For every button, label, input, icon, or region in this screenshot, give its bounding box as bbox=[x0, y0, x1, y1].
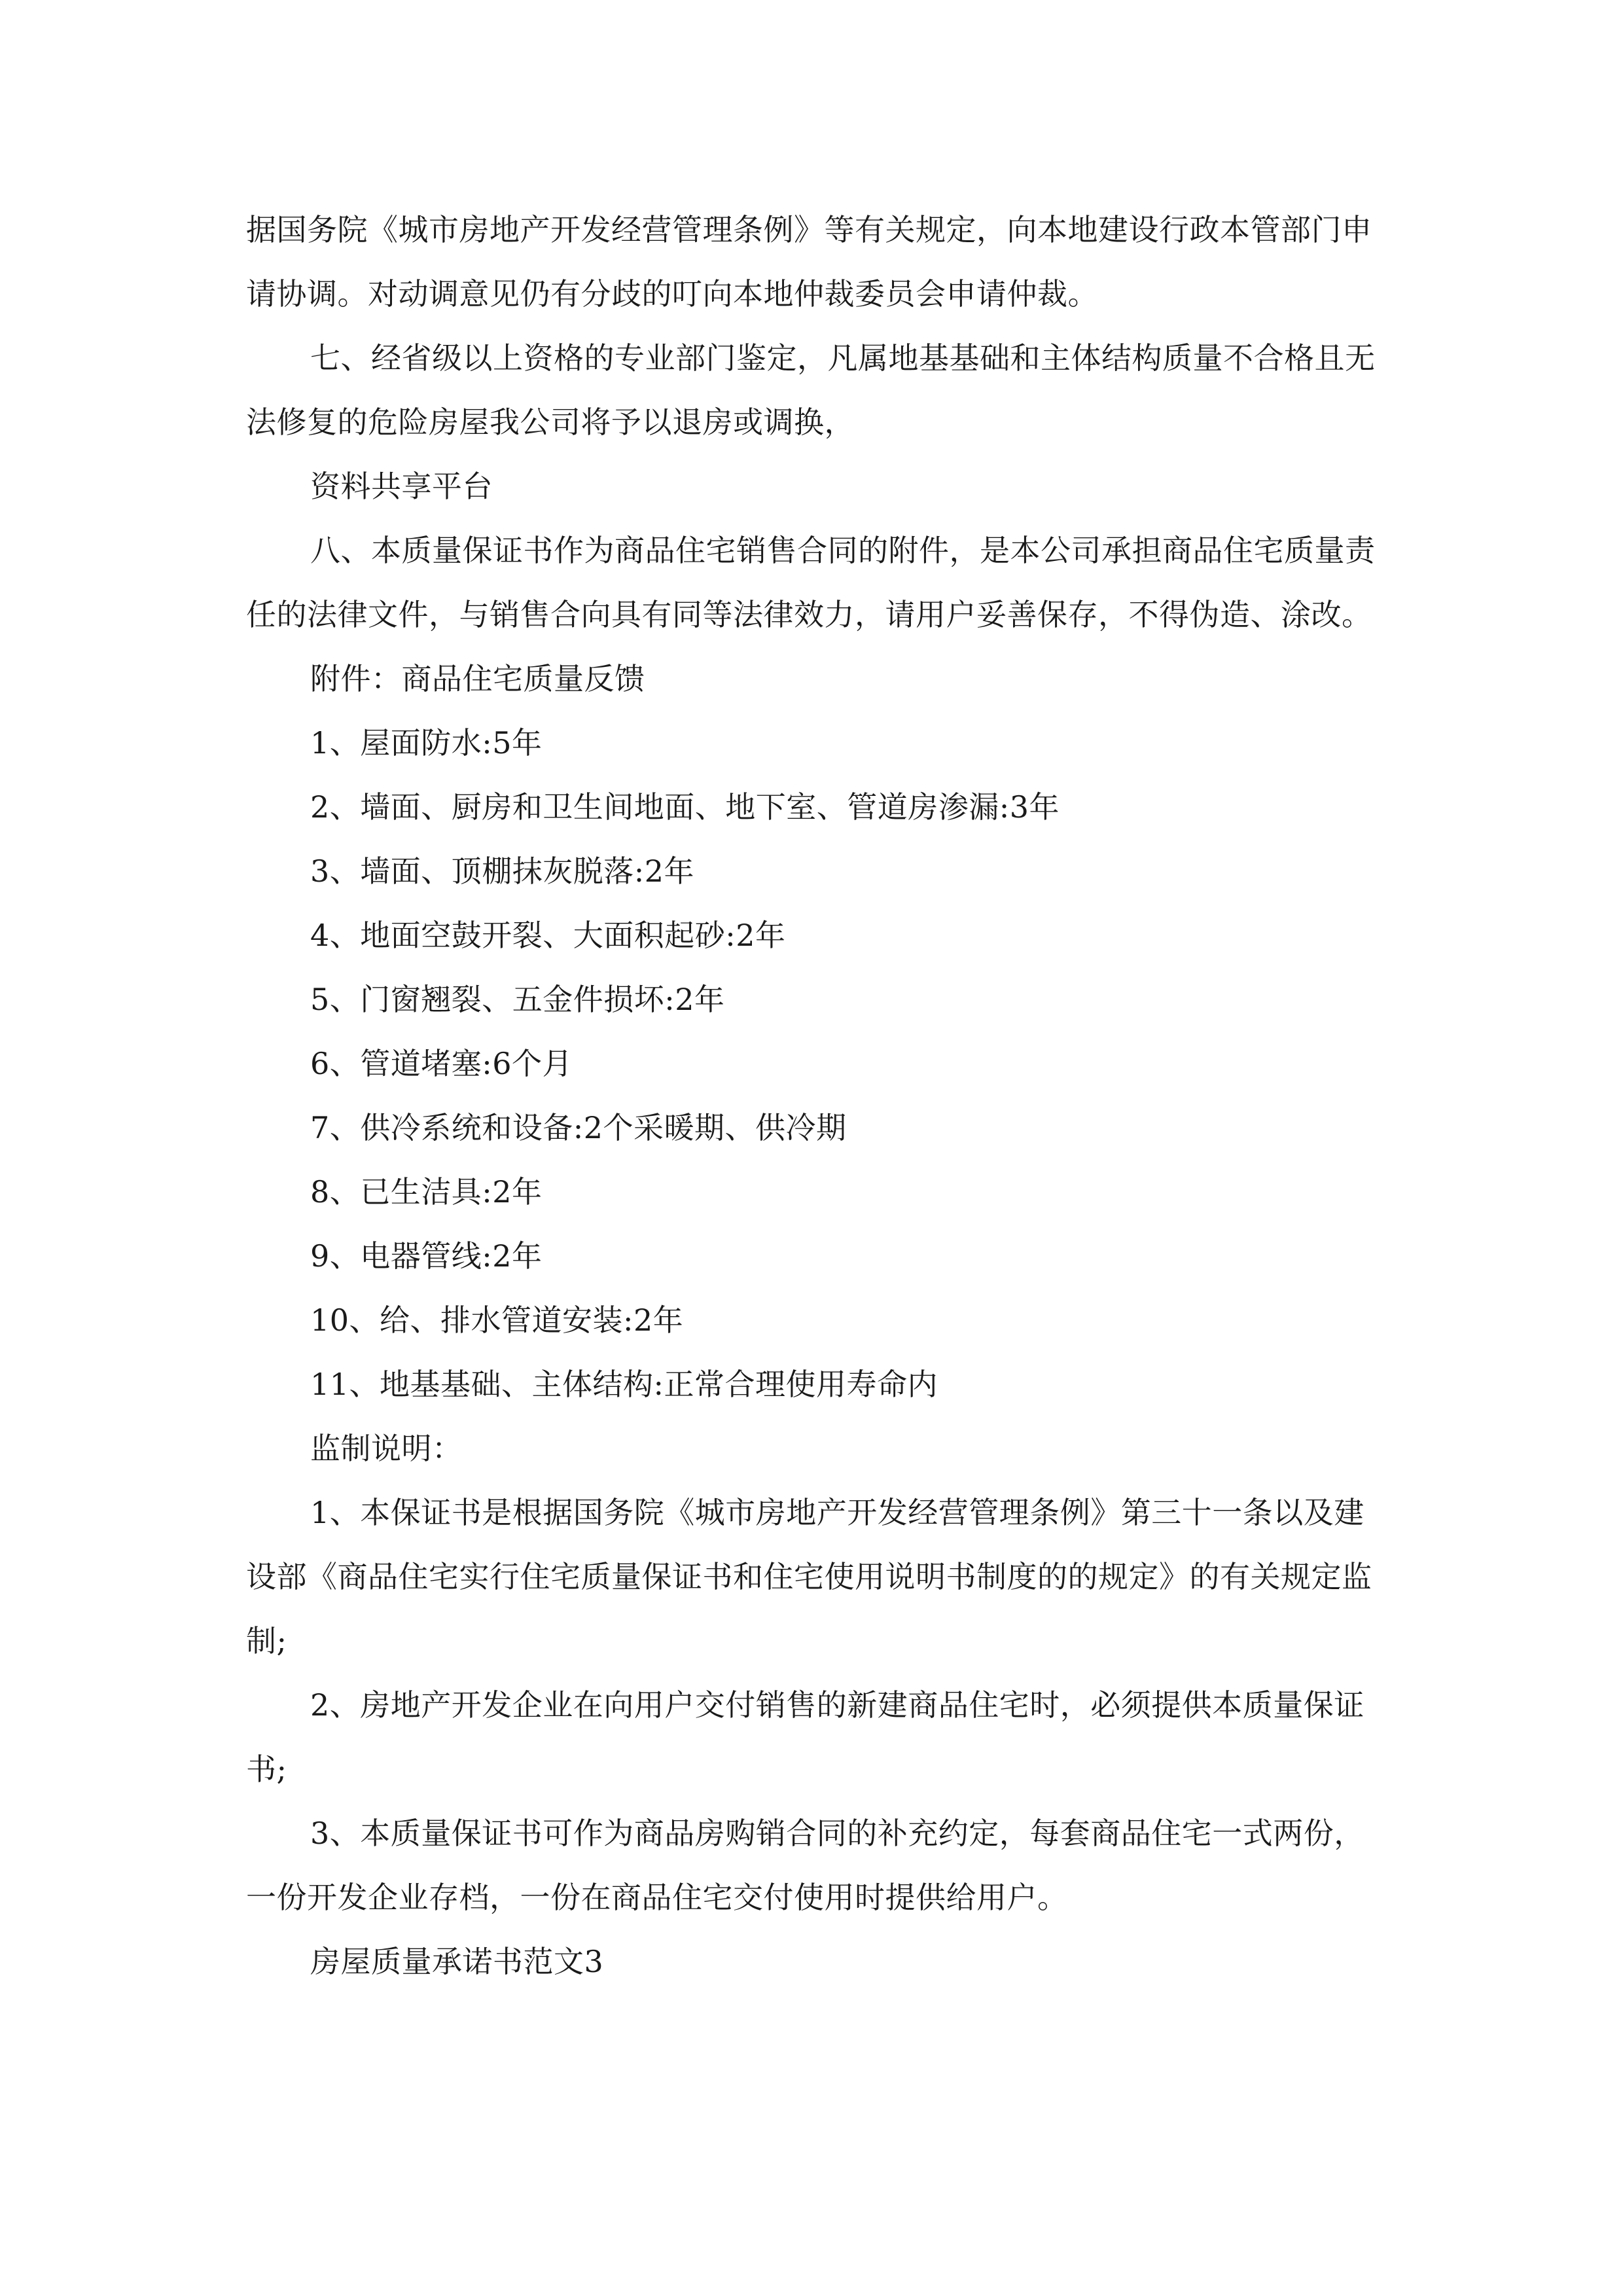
paragraph: 2、房地产开发企业在向用户交付销售的新建商品住宅时，必须提供本质量保证书; bbox=[246, 1687, 1364, 1787]
list-item: 11、地基基础、主体结构:正常合理使用寿命内 bbox=[310, 1367, 938, 1402]
list-item: 10、给、排水管道安装:2年 bbox=[310, 1302, 684, 1338]
section-heading: 监制说明： bbox=[310, 1431, 463, 1466]
document-body bbox=[246, 198, 1377, 1994]
paragraph: 八、本质量保证书作为商品住宅销售合同的附件，是本公司承担商品住宅质量责任的法律文件，与销售合向具有同等法律效力，请用户妥善保存，不得伪造、涂改。 bbox=[246, 533, 1376, 632]
list-item: 2、墙面、厨房和卫生间地面、地下室、管道房渗漏:3年 bbox=[310, 789, 1060, 825]
list-item: 3、墙面、顶棚抹灰脱落:2年 bbox=[310, 853, 695, 889]
paragraph: 资料共享平台 bbox=[310, 469, 493, 504]
list-item: 6、管道堵塞:6个月 bbox=[310, 1046, 573, 1081]
paragraph: 据国务院《城市房地产开发经营管理条例》等有关规定，向本地建设行政本管部门申请协调。对动调意见仍有分歧的叮向本地仲裁委员会申请仲裁。 bbox=[246, 212, 1372, 312]
section-heading: 房屋质量承诺书范文3 bbox=[310, 1944, 604, 1979]
attachment-heading: 附件：商品住宅质量反馈 bbox=[310, 661, 645, 696]
list-item: 9、电器管线:2年 bbox=[310, 1238, 543, 1274]
list-item: 7、供冷系统和设备:2个采暖期、供冷期 bbox=[310, 1110, 847, 1145]
paragraph: 七、经省级以上资格的专业部门鉴定，凡属地基基础和主体结构质量不合格且无法修复的危险房屋我公司将予以退房或调换， bbox=[246, 340, 1376, 440]
paragraph: 3、本质量保证书可作为商品房购销合同的补充约定，每套商品住宅一式两份，一份开发企业存档，一份在商品住宅交付使用时提供给用户。 bbox=[246, 1816, 1364, 1915]
list-item: 8、已生洁具:2年 bbox=[310, 1174, 543, 1210]
list-item: 5、门窗翘裂、五金件损坏:2年 bbox=[310, 982, 725, 1017]
list-item: 4、地面空鼓开裂、大面积起砂:2年 bbox=[310, 918, 786, 953]
paragraph: 1、本保证书是根据国务院《城市房地产开发经营管理条例》第三十一条以及建设部《商品住宅实行住宅质量保证书和住宅使用说明书制度的的规定》的有关规定监制; bbox=[246, 1495, 1372, 1659]
list-item: 1、屋面防水:5年 bbox=[310, 725, 543, 761]
